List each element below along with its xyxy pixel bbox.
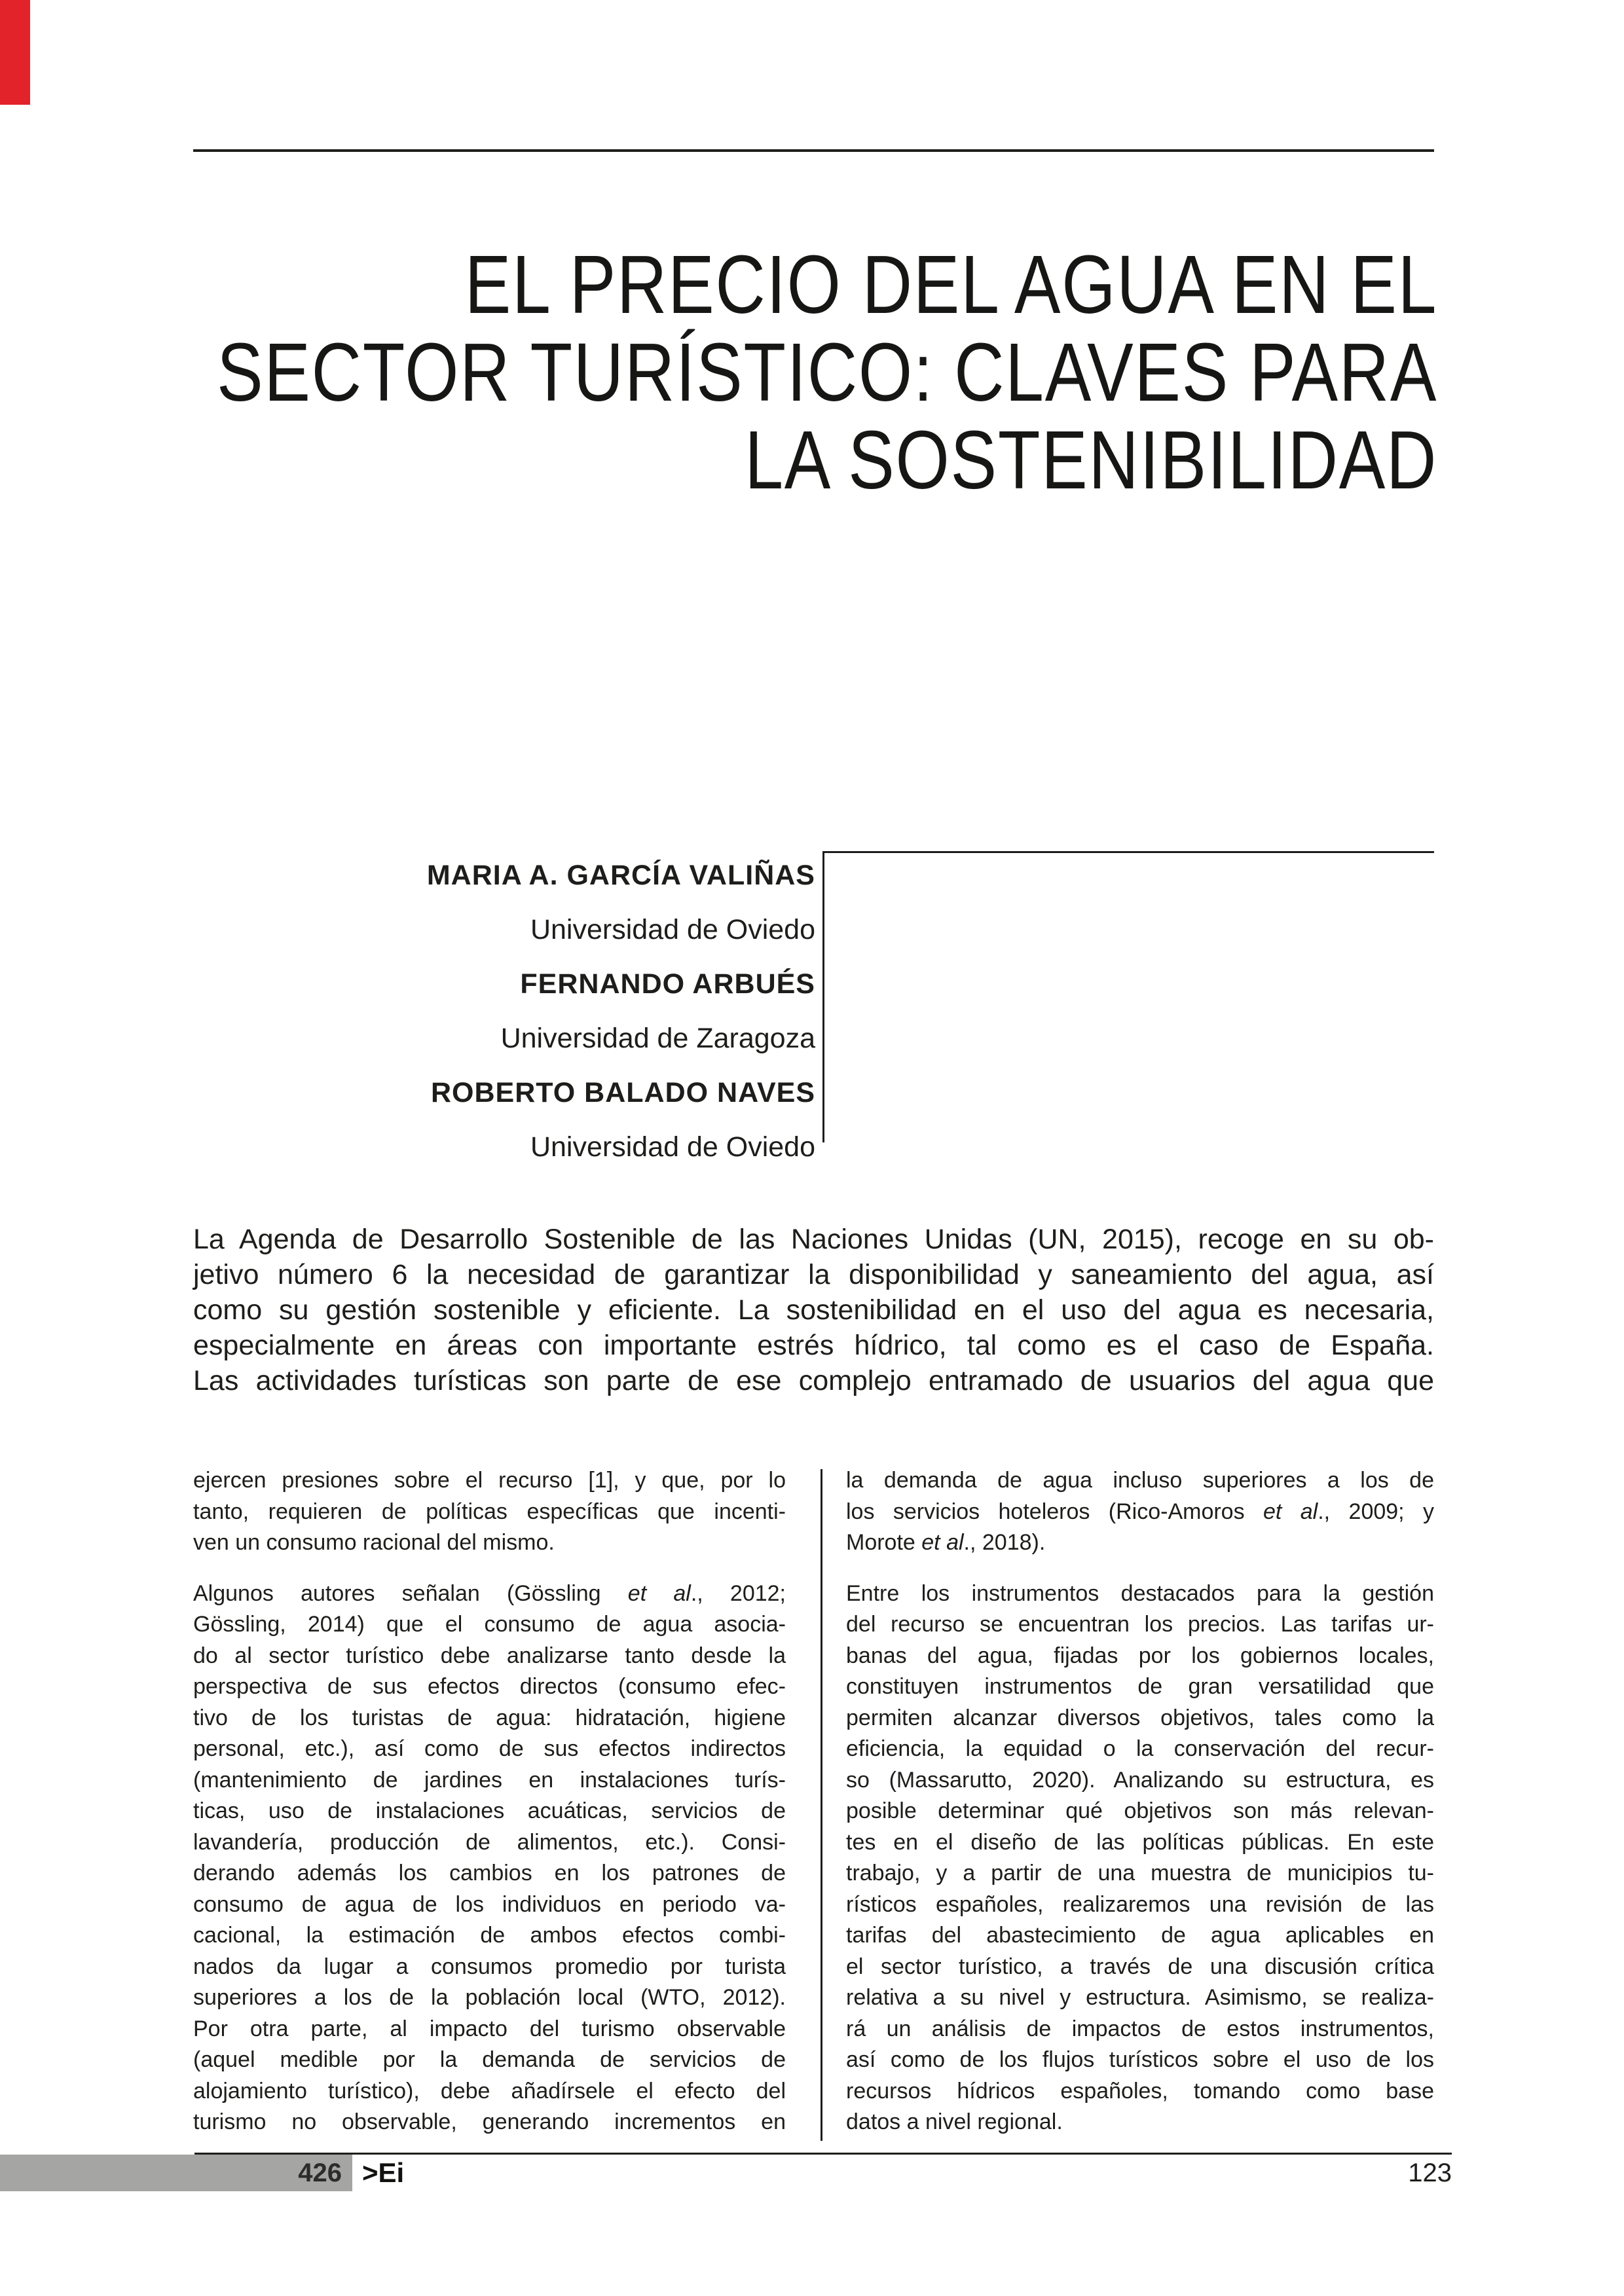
red-corner-accent — [0, 0, 30, 105]
body-column-left — [193, 1465, 786, 2138]
text: Algunos autores señalan (Gössling — [193, 1580, 628, 1606]
body-line: do al sector turístico debe analizarse tanto desde la — [193, 1643, 786, 1668]
body-line: consumo de agua de los individuos en periodo va- — [193, 1891, 786, 1917]
page-number-right: 123 — [1408, 2159, 1452, 2187]
body-line: ticas, uso de instalaciones acuáticas, servicios de — [193, 1798, 786, 1823]
body-line: nados da lugar a consumos promedio por turista — [193, 1954, 786, 1979]
text: ., 2009; y — [1318, 1499, 1435, 1524]
body-line: eficiencia, la equidad o la conservación del recur- — [846, 1736, 1434, 1761]
body-line: tanto, requieren de políticas específicas que incenti- — [193, 1499, 786, 1524]
body-paragraph — [846, 1465, 1434, 1559]
body-paragraph — [846, 1578, 1434, 2138]
body-line: ven un consumo racional del mismo. — [193, 1530, 555, 1555]
body-line: rísticos españoles, realizaremos una revisión de las — [846, 1891, 1434, 1917]
body-line: alojamiento turístico), debe añadírsele el efecto del — [193, 2078, 786, 2104]
body-line — [193, 1578, 786, 1610]
lead-line: especialmente en áreas con importante estrés hídrico, tal como es el caso de España. — [193, 1330, 1434, 1361]
page-number-left: 426 — [298, 2159, 342, 2187]
body-line: so (Massarutto, 2020). Analizando su estructura, es — [846, 1767, 1434, 1793]
body-line: constituyen instrumentos de gran versatilidad que — [846, 1674, 1434, 1699]
body-line: perspectiva de sus efectos directos (consumo efec- — [193, 1674, 786, 1699]
body-line: recursos hídricos españoles, tomando como base — [846, 2078, 1434, 2104]
text: ., 2018). — [963, 1530, 1046, 1555]
body-line: así como de los flujos turísticos sobre el uso de los — [846, 2047, 1434, 2072]
lead-line: La Agenda de Desarrollo Sostenible de las Naciones Unidas (UN, 2015), recoge en su ob- — [193, 1224, 1434, 1255]
body-line: relativa a su nivel y estructura. Asimismo, se realiza- — [846, 1985, 1434, 2010]
body-line: tarifas del abastecimiento de agua aplicables en — [846, 1923, 1434, 1948]
lead-line: Las actividades turísticas son parte de ese complejo entramado de usuarios del agua que — [193, 1365, 1434, 1396]
body-line: tes en el diseño de las políticas públicas. En este — [846, 1829, 1434, 1855]
column-divider-rule — [821, 1469, 822, 2141]
body-line: posible determinar qué objetivos son más relevan- — [846, 1798, 1434, 1823]
body-line: tivo de los turistas de agua: hidratación, higiene — [193, 1705, 786, 1730]
italic-text: et al — [627, 1580, 691, 1606]
author-affiliation: Universidad de Zaragoza — [500, 1023, 815, 1054]
body-line: cacional, la estimación de ambos efectos combi- — [193, 1923, 786, 1948]
author-box-top-rule — [822, 851, 1434, 853]
body-line: turismo no observable, generando incrementos en — [193, 2109, 786, 2134]
author-affiliation: Universidad de Oviedo — [530, 914, 815, 945]
title-line: LA SOSTENIBILIDAD — [745, 414, 1437, 506]
italic-text: et al — [1263, 1499, 1318, 1524]
author-affiliation: Universidad de Oviedo — [530, 1131, 815, 1163]
body-line: superiores a los de la población local (WTO, 2012). — [193, 1985, 786, 2010]
text: ., 2012; — [690, 1580, 786, 1606]
body-line: el sector turístico, a través de una discusión crítica — [846, 1954, 1434, 1979]
author-name: ROBERTO BALADO NAVES — [431, 1077, 815, 1108]
title-line: SECTOR TURÍSTICO: CLAVES PARA — [216, 326, 1437, 418]
top-rule — [193, 149, 1434, 152]
author-box-side-rule — [822, 851, 824, 1142]
body-line: derando además los cambios en los patrones de — [193, 1861, 786, 1886]
body-line: ejercen presiones sobre el recurso [1], y que, por lo — [193, 1468, 786, 1493]
lead-line: como su gestión sostenible y eficiente. La sostenibilidad en el uso del agua es necesaria, — [193, 1294, 1434, 1326]
body-line: del recurso se encuentran los precios. Las tarifas ur- — [846, 1612, 1434, 1637]
text: los servicios hoteleros (Rico-Amoros — [846, 1499, 1263, 1524]
article-title — [216, 238, 1437, 506]
body-line: (mantenimiento de jardines en instalaciones turís- — [193, 1767, 786, 1793]
lead-paragraph — [193, 1222, 1434, 1398]
body-line: Por otra parte, al impacto del turismo observable — [193, 2016, 786, 2041]
body-line: permiten alcanzar diversos objetivos, tales como la — [846, 1705, 1434, 1730]
body-line: datos a nivel regional. — [846, 2109, 1063, 2134]
body-paragraph — [193, 1465, 786, 1559]
author-name: FERNANDO ARBUÉS — [520, 968, 815, 1000]
title-line: EL PRECIO DEL AGUA EN EL — [464, 238, 1437, 331]
footer-gray-bar — [0, 2155, 352, 2191]
text: Morote — [846, 1530, 922, 1555]
body-line: (aquel medible por la demanda de servicios de — [193, 2047, 786, 2072]
italic-text: et al — [921, 1530, 964, 1555]
body-line: personal, etc.), así como de sus efectos indirectos — [193, 1736, 786, 1761]
authors-block — [427, 860, 815, 1186]
body-line: Gössling, 2014) que el consumo de agua asocia- — [193, 1612, 786, 1637]
body-line: Entre los instrumentos destacados para la gestión — [846, 1580, 1434, 1606]
body-line — [846, 1527, 1434, 1559]
author-name: MARIA A. GARCÍA VALIÑAS — [426, 860, 815, 891]
body-line: rá un análisis de impactos de estos instrumentos, — [846, 2016, 1434, 2041]
body-column-right — [846, 1465, 1434, 2138]
lead-line: jetivo número 6 la necesidad de garantizar la disponibilidad y saneamiento del agua, así — [193, 1259, 1434, 1290]
body-line — [846, 1497, 1434, 1528]
body-line: banas del agua, fijadas por los gobiernos locales, — [846, 1643, 1434, 1668]
body-line: la demanda de agua incluso superiores a los de — [846, 1468, 1434, 1493]
body-line: trabajo, y a partir de una muestra de municipios tu- — [846, 1861, 1434, 1886]
journal-mark: >Ei — [362, 2157, 405, 2188]
body-paragraph — [193, 1578, 786, 2138]
body-line: lavandería, producción de alimentos, etc.). Consi- — [193, 1829, 786, 1855]
